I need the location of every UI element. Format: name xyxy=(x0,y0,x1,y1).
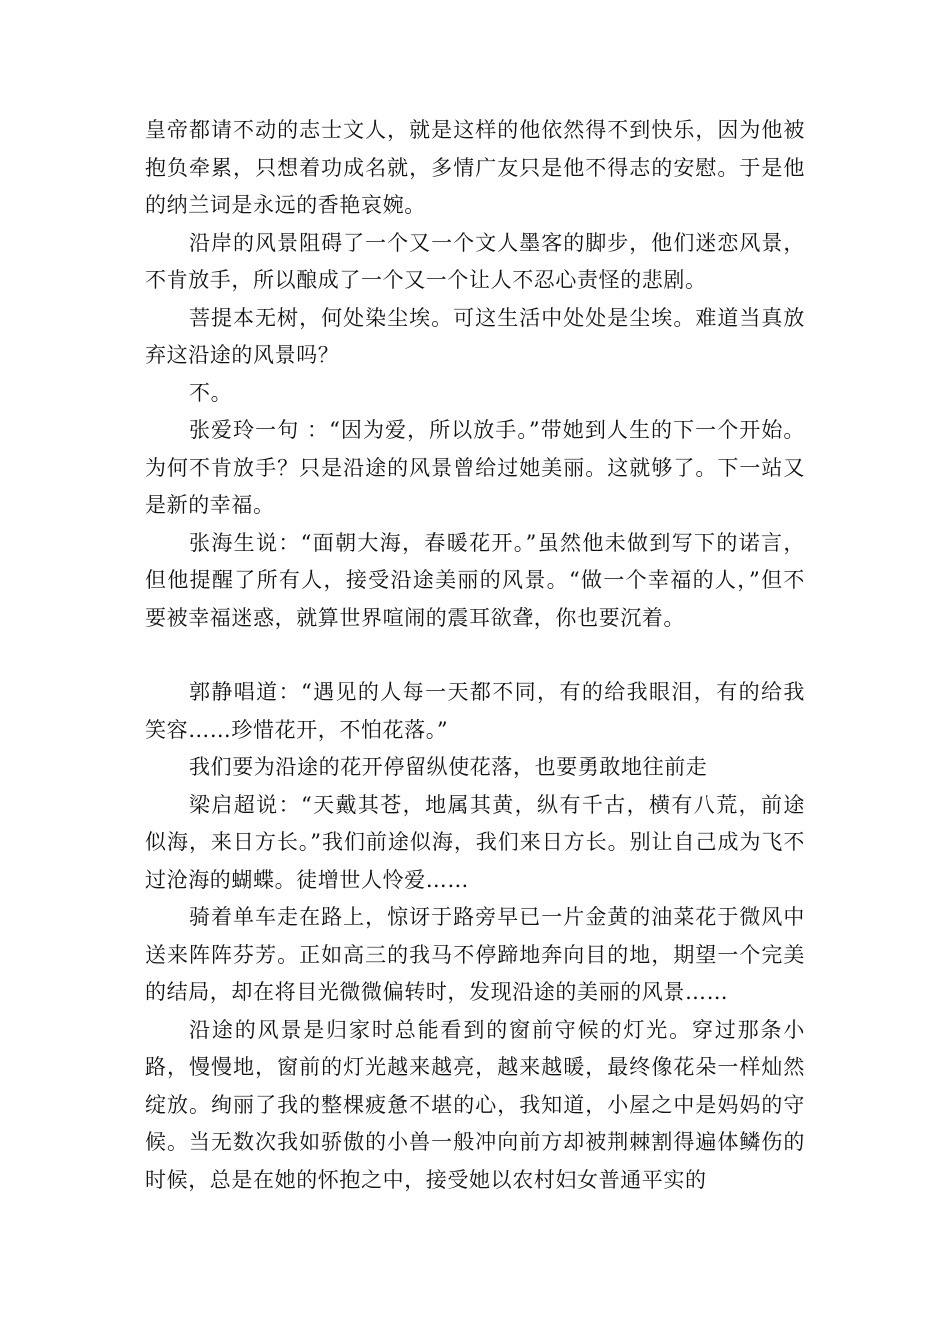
paragraph-6: 张海生说：“面朝大海，春暖花开。”虽然他未做到写下的诺言，但他提醒了所有人，接受沿途美丽的风景。“做一个幸福的人，”但不要被幸福迷惑，就算世界喧闹的震耳欲聋，你也要沉着。 xyxy=(145,530,805,630)
paragraph-8: 我们要为沿途的花开停留纵使花落，也要勇敢地往前走 xyxy=(189,755,708,779)
paragraph-9: 梁启超说：“天戴其苍，地属其黄，纵有千古，横有八荒，前途似海，来日方长。”我们前途似海，我们来日方长。别让自己成为飞不过沧海的蝴蝶。徒增世人怜爱…… xyxy=(145,792,805,892)
paragraph-3: 菩提本无树，何处染尘埃。可这生活中处处是尘埃。难道当真放弃这沿途的风景吗？ xyxy=(145,305,805,367)
paragraph-5: 张爱玲一句 ：“因为爱，所以放手。”带她到人生的下一个开始。为何不肯放手？只是沿途的风景曾给过她美丽。这就够了。下一站又是新的幸福。 xyxy=(145,418,805,517)
paragraph-1: 皇帝都请不动的志士文人，就是这样的他依然得不到快乐，因为他被抱负牵累，只想着功成名就，多情广友只是他不得志的安慰。于是他的纳兰词是永远的香艳哀婉。 xyxy=(145,118,805,217)
paragraph-10: 骑着单车走在路上，惊讶于路旁早已一片金黄的油菜花于微风中送来阵阵芬芳。正如高三的我马不停蹄地奔向目的地，期望一个完美的结局，却在将目光微微偏转时，发现沿途的美丽的风景…… xyxy=(145,905,805,1004)
paragraph-4: 不。 xyxy=(189,380,233,405)
paragraph-11: 沿途的风景是归家时总能看到的窗前守候的灯光。穿过那条小路，慢慢地，窗前的灯光越来越亮，越来越暖，最终像花朵一样灿然绽放。绚丽了我的整棵疲惫不堪的心，我知道，小屋之中是妈妈的守候。当无数次我如骄傲的小兽一般冲向前方却被荆棘割得遍体鳞伤的时候，总是在她的怀抱之中，接受她以农村妇女普通平实的 xyxy=(145,1017,805,1192)
article-body xyxy=(145,112,805,1199)
paragraph-2: 沿岸的风景阻碍了一个又一个文人墨客的脚步，他们迷恋风景，不肯放手，所以酿成了一个又一个让人不忍心责怪的悲剧。 xyxy=(145,230,805,292)
paragraph-7: 郭静唱道：“遇见的人每一天都不同，有的给我眼泪，有的给我笑容……珍惜花开，不怕花落。” xyxy=(145,680,805,742)
